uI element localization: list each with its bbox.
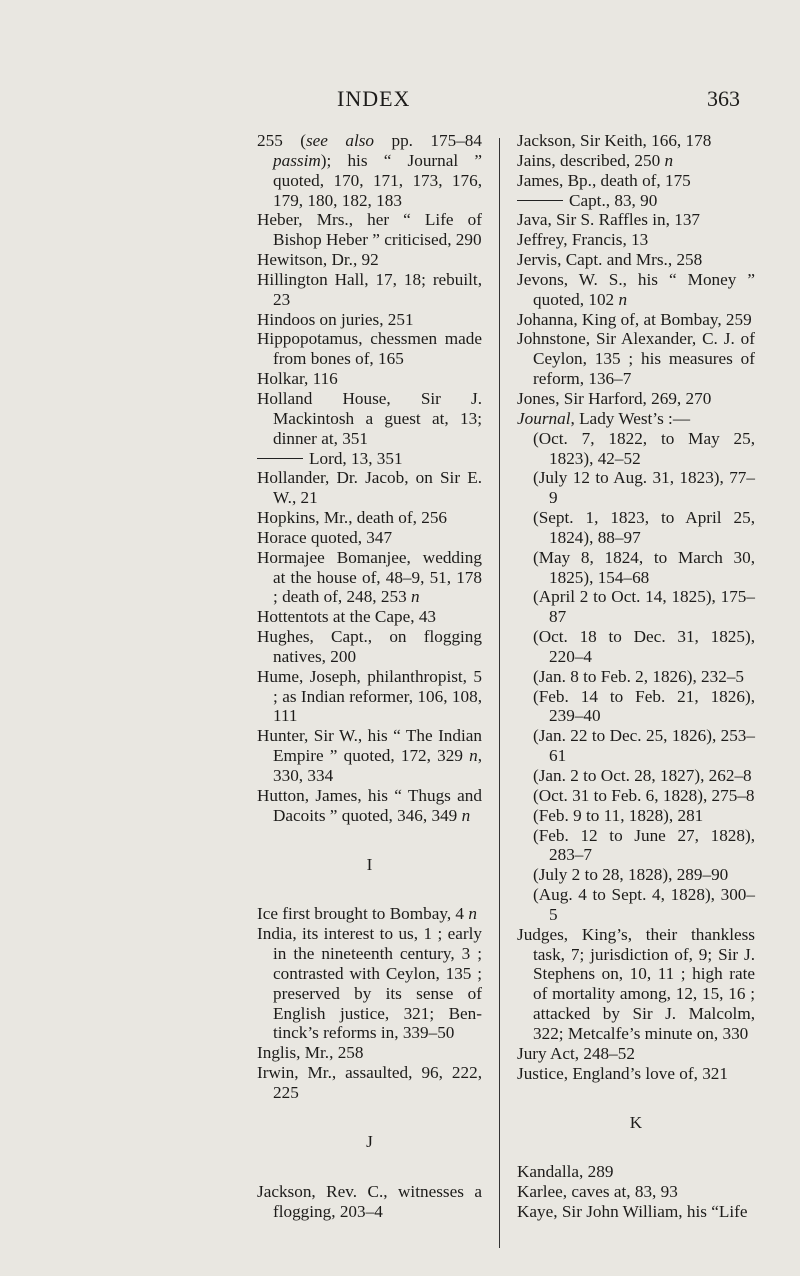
- journal-subentry: (Jan. 2 to Oct. 28, 1827), 262–8: [533, 766, 752, 785]
- entry-italic: n: [410, 587, 420, 607]
- entry-text: Jury Act, 248–52: [517, 1043, 635, 1063]
- index-entry: [257, 131, 482, 210]
- entry-text: Capt., 83, 90: [569, 190, 658, 210]
- entry-text: James, Bp., death of, 175: [517, 170, 691, 190]
- index-entry: [257, 1063, 482, 1103]
- journal-subentry: (Jan. 22 to Dec. 25, 1826), 253–61: [533, 726, 755, 766]
- entry-italic: Journal: [517, 408, 571, 428]
- entry-text: Hopkins, Mr., death of, 256: [257, 508, 448, 528]
- page-number: 363: [707, 86, 740, 111]
- entry-text: Johanna, King of, at Bombay, 259: [517, 309, 752, 329]
- index-entry: [257, 389, 482, 449]
- index-entry: [257, 210, 482, 250]
- entry-text: Holland House, Sir J. Mackintosh a guest at, 13; dinner at, 351: [257, 388, 482, 448]
- entry-text: Johnstone, Sir Alexander, C. J. of Ceylon, 135 ; his measures of reform, 136–7: [517, 329, 755, 389]
- index-entry: [257, 1043, 482, 1063]
- index-entry: [517, 1064, 755, 1084]
- entry-italic: see also: [305, 131, 375, 150]
- entry-text: Hillington Hall, 17, 18; rebuilt, 23: [257, 269, 482, 309]
- right-entries-j-cont: [517, 925, 755, 1084]
- entry-text: Hormajee Bomanjee, wedding at the house of, 48–9, 51, 178 ; death of, 248, 253: [257, 547, 482, 607]
- left-column: [257, 131, 482, 1221]
- index-entry: [517, 310, 755, 330]
- entry-text: Hewitson, Dr., 92: [257, 250, 379, 270]
- entry-text: Jeffrey, Francis, 13: [517, 230, 649, 250]
- entry-text: Ice first brought to Bombay, 4: [257, 904, 469, 924]
- section-letter-k: K: [629, 1112, 643, 1132]
- entry-text: Jains, described, 250: [517, 150, 665, 170]
- entry-italic: n: [664, 150, 674, 170]
- index-entry: [257, 449, 482, 469]
- index-entry: [257, 607, 482, 627]
- left-entries-h: [257, 131, 482, 826]
- journal-subentry: (July 12 to Aug. 31, 1823), 77–9: [533, 468, 755, 508]
- index-entry: [257, 310, 482, 330]
- index-entry: [517, 1202, 755, 1222]
- entry-text: Jackson, Sir Keith, 166, 178: [517, 131, 712, 150]
- entry-italic: n: [461, 805, 471, 825]
- index-entry: [517, 230, 755, 250]
- entry-text: Kaye, Sir John William, his “Life: [517, 1202, 748, 1222]
- entry-text: Horace quoted, 347: [257, 527, 393, 547]
- index-entry: [517, 131, 755, 151]
- entry-text: Inglis, Mr., 258: [257, 1043, 364, 1063]
- index-entry: [257, 904, 482, 924]
- index-entry: [517, 171, 755, 191]
- index-entry: [257, 528, 482, 548]
- index-entry: [257, 270, 482, 310]
- index-entry: [517, 1182, 755, 1202]
- entry-text: Lord, 13, 351: [309, 448, 403, 468]
- entry-italic: passim: [273, 150, 321, 170]
- page-header: [0, 86, 800, 120]
- entry-text: Hughes, Capt., on flogging natives, 200: [257, 627, 482, 666]
- repeat-dash: [517, 200, 563, 201]
- right-entries-k: [517, 1162, 755, 1222]
- entry-text: Karlee, caves at, 83, 93: [517, 1182, 678, 1202]
- index-entry: [517, 250, 755, 270]
- left-entries-j: [257, 1182, 482, 1222]
- index-entry: [257, 468, 482, 508]
- entry-text: Hippopotamus, chessmen made from bones of, 165: [257, 329, 482, 369]
- entry-text: Jones, Sir Harford, 269, 270: [517, 388, 712, 408]
- entry-text: Irwin, Mr., assaulted, 96, 222, 225: [257, 1063, 482, 1102]
- journal-subentry: (Aug. 4 to Sept. 4, 1828), 300–5: [533, 885, 755, 924]
- index-entry: [257, 667, 482, 727]
- section-letter-i: I: [366, 854, 373, 874]
- index-entry: [257, 329, 482, 369]
- index-entry: [517, 925, 755, 1044]
- index-entry: [257, 548, 482, 608]
- entry-text: 255 (: [257, 131, 306, 150]
- index-entry: [517, 329, 755, 389]
- entry-italic: n: [618, 289, 628, 309]
- entry-text: Hollander, Dr. Jacob, on Sir E. W., 21: [257, 468, 482, 508]
- journal-subentry: (Oct. 18 to Dec. 31, 1825), 220–4: [533, 627, 755, 666]
- entry-text: Hunter, Sir W., his “ The Indian Empire ” quoted, 172, 329: [257, 726, 482, 766]
- entry-text: Hume, Joseph, philanthropist, 5 ; as Indian reformer, 106, 108, 111: [257, 666, 482, 726]
- entry-text: Jackson, Rev. C., witnesses a flogging, 203–4: [257, 1181, 482, 1221]
- index-entry: [517, 1162, 755, 1182]
- journal-subentry: (April 2 to Oct. 14, 1825), 175–87: [533, 587, 755, 627]
- journal-subentry: (Feb. 9 to 11, 1828), 281: [533, 805, 704, 825]
- entry-text: Kandalla, 289: [517, 1162, 614, 1182]
- entry-text: Hutton, James, his “ Thugs and Dacoits ” quoted, 346, 349: [257, 785, 482, 825]
- index-entry: [257, 369, 482, 389]
- entry-text: ); his “ Journal ” quoted, 170, 171, 173, 176, 179, 180, 182, 183: [273, 150, 482, 210]
- entry-italic: n: [468, 904, 477, 924]
- journal-subentries: [517, 429, 755, 925]
- column-rule: [499, 138, 500, 1248]
- repeat-dash: [257, 458, 303, 459]
- index-entry: [517, 389, 755, 409]
- journal-subentry: (Jan. 8 to Feb. 2, 1826), 232–5: [533, 666, 745, 686]
- entry-text: Jevons, W. S., his “ Money ” quoted, 102: [517, 269, 755, 309]
- index-entry: [257, 627, 482, 667]
- entry-text: Hindoos on juries, 251: [257, 309, 414, 329]
- index-entry: [517, 210, 755, 230]
- index-entry: [517, 191, 755, 211]
- index-entry: [257, 250, 482, 270]
- index-entry: [517, 1044, 755, 1064]
- entry-text: Judges, King’s, their thankless task, 7; jurisdiction of, 9; Sir J. Stephens on, 10, 11 ; high rate of mortality among, 12, 15, 16 ; attacked by Sir J. Malcolm, 322; Metcalfe’s minute on, 330: [517, 924, 755, 1043]
- entry-text: India, its interest to us, 1 ; early in the nineteenth century, 3 ; contrasted with Ceylon, 135 ; preserved by its sense of English justice, 321; Ben-tinck’s reforms in, 339–50: [257, 924, 482, 1043]
- index-entry: [517, 151, 755, 171]
- entry-text: Java, Sir S. Raffles in, 137: [517, 210, 701, 230]
- running-head: INDEX: [337, 86, 411, 111]
- index-entry: [257, 508, 482, 528]
- journal-subentry: (Oct. 31 to Feb. 6, 1828), 275–8: [533, 785, 755, 805]
- right-entries-j: [517, 131, 755, 429]
- index-entry: [517, 270, 755, 310]
- entry-text: Justice, England’s love of, 321: [517, 1063, 728, 1083]
- index-entry: [257, 726, 482, 786]
- entry-text: , 330, 334: [273, 746, 482, 785]
- journal-subentry: (Feb. 14 to Feb. 21, 1826), 239–40: [533, 686, 755, 726]
- index-entry: [517, 409, 755, 429]
- journal-subentry: (Oct. 7, 1822, to May 25, 1823), 42–52: [533, 428, 755, 468]
- journal-subentry: (July 2 to 28, 1828), 289–90: [533, 865, 729, 885]
- journal-subentry: (Sept. 1, 1823, to April 25, 1824), 88–97: [533, 508, 755, 547]
- entry-text: Hottentots at the Cape, 43: [257, 607, 437, 627]
- journal-subentry: (Feb. 12 to June 27, 1828), 283–7: [533, 825, 755, 865]
- entry-text: pp. 175–84: [374, 131, 482, 150]
- index-entry: [257, 1182, 482, 1222]
- right-column: [517, 131, 755, 1222]
- left-entries-i: [257, 904, 482, 1102]
- index-entry: [257, 924, 482, 1043]
- entry-italic: n: [469, 746, 478, 766]
- entry-text: Jervis, Capt. and Mrs., 258: [517, 250, 703, 270]
- entry-text: Heber, Mrs., her “ Life of Bishop Heber ” criticised, 290: [257, 210, 482, 250]
- journal-subentry: (May 8, 1824, to March 30, 1825), 154–68: [533, 547, 755, 587]
- section-letter-j: J: [366, 1131, 373, 1151]
- index-entry: [257, 786, 482, 826]
- entry-text: , Lady West’s :—: [570, 408, 691, 428]
- entry-text: Holkar, 116: [257, 369, 338, 389]
